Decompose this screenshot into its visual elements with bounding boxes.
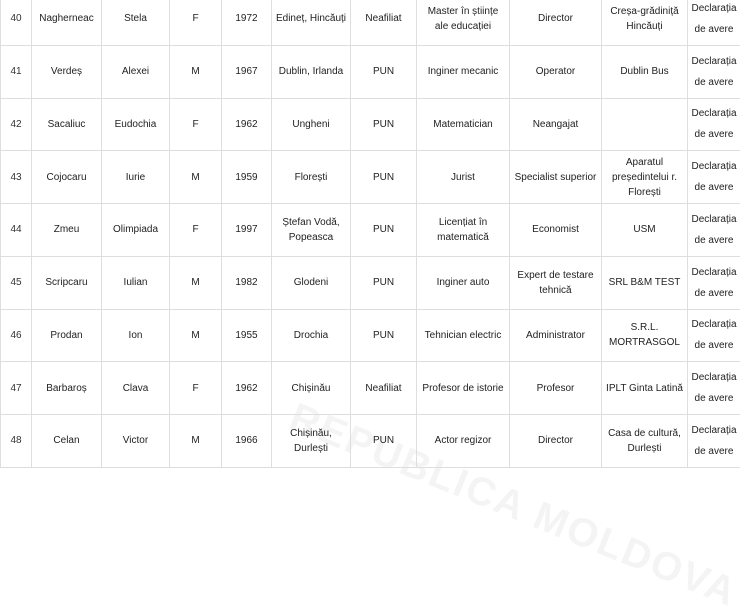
cell-nume: Prodan (32, 309, 102, 362)
cell-sex: F (170, 0, 222, 45)
cell-functie: Specialist superior (510, 151, 602, 204)
cell-sex: F (170, 204, 222, 257)
cell-partid: Neafiliat (351, 362, 417, 415)
cell-prenume: Eudochia (102, 98, 170, 151)
cell-domiciliu: Chișinău (272, 362, 351, 415)
table-row (1, 0, 740, 45)
cell-sex: M (170, 256, 222, 309)
cell-declaratia[interactable] (688, 98, 740, 151)
cell-functie: Director (510, 415, 602, 468)
cell-nume: Verdeș (32, 45, 102, 98)
cell-an: 1966 (222, 415, 272, 468)
cell-loc-munca: SRL B&M TEST (602, 256, 688, 309)
cell-an: 1959 (222, 151, 272, 204)
cell-nume: Zmeu (32, 204, 102, 257)
cell-domiciliu: Drochia (272, 309, 351, 362)
cell-sex: F (170, 362, 222, 415)
cell-declaratia[interactable] (688, 256, 740, 309)
cell-an: 1967 (222, 45, 272, 98)
declaration-link[interactable]: Declarația de avere (691, 209, 737, 251)
declaration-link[interactable]: Declarația de avere (691, 314, 737, 356)
cell-declaratia[interactable] (688, 151, 740, 204)
cell-nr: 48 (1, 415, 32, 468)
cell-nume: Nagherneac (32, 0, 102, 45)
cell-declaratia[interactable] (688, 204, 740, 257)
cell-an: 1972 (222, 0, 272, 45)
cell-loc-munca: Aparatul președintelui r. Florești (602, 151, 688, 204)
cell-nr: 41 (1, 45, 32, 98)
cell-studii: Master în științe ale educației (417, 0, 510, 45)
cell-declaratia[interactable] (688, 309, 740, 362)
cell-nume: Sacaliuc (32, 98, 102, 151)
cell-nume: Cojocaru (32, 151, 102, 204)
cell-domiciliu: Chișinău, Durlești (272, 415, 351, 468)
declaration-link[interactable]: Declarația de avere (691, 367, 737, 409)
table-row (1, 415, 740, 468)
cell-domiciliu: Edineț, Hincăuți (272, 0, 351, 45)
cell-loc-munca: Casa de cultură, Durlești (602, 415, 688, 468)
cell-functie: Operator (510, 45, 602, 98)
cell-functie: Neangajat (510, 98, 602, 151)
cell-studii: Inginer mecanic (417, 45, 510, 98)
table-row (1, 98, 740, 151)
table-row (1, 45, 740, 98)
cell-an: 1982 (222, 256, 272, 309)
cell-declaratia[interactable] (688, 45, 740, 98)
cell-prenume: Iurie (102, 151, 170, 204)
cell-studii: Matematician (417, 98, 510, 151)
cell-sex: F (170, 98, 222, 151)
cell-partid: Neafiliat (351, 0, 417, 45)
cell-nr: 46 (1, 309, 32, 362)
cell-studii: Licențiat în matematică (417, 204, 510, 257)
cell-nr: 47 (1, 362, 32, 415)
cell-declaratia[interactable] (688, 0, 740, 45)
declaration-link[interactable]: Declarația de avere (691, 103, 737, 145)
cell-studii: Inginer auto (417, 256, 510, 309)
cell-nr: 40 (1, 0, 32, 45)
cell-prenume: Olimpiada (102, 204, 170, 257)
cell-declaratia[interactable] (688, 362, 740, 415)
cell-prenume: Alexei (102, 45, 170, 98)
cell-an: 1997 (222, 204, 272, 257)
declaration-link[interactable]: Declarația de avere (691, 262, 737, 304)
cell-sex: M (170, 151, 222, 204)
cell-prenume: Ion (102, 309, 170, 362)
cell-prenume: Iulian (102, 256, 170, 309)
cell-functie: Expert de testare tehnică (510, 256, 602, 309)
cell-studii: Actor regizor (417, 415, 510, 468)
cell-studii: Jurist (417, 151, 510, 204)
cell-partid: PUN (351, 45, 417, 98)
cell-prenume: Victor (102, 415, 170, 468)
table-row (1, 256, 740, 309)
declaration-link[interactable]: Declarația de avere (691, 0, 737, 40)
cell-domiciliu: Ștefan Vodă, Popeasca (272, 204, 351, 257)
cell-nume: Barbaroș (32, 362, 102, 415)
declaration-link[interactable]: Declarația de avere (691, 156, 737, 198)
declaration-link[interactable]: Declarația de avere (691, 420, 737, 462)
cell-loc-munca: Creșa-grădiniță Hincăuți (602, 0, 688, 45)
cell-partid: PUN (351, 204, 417, 257)
cell-declaratia[interactable] (688, 415, 740, 468)
cell-nume: Celan (32, 415, 102, 468)
cell-studii: Tehnician electric (417, 309, 510, 362)
cell-sex: M (170, 45, 222, 98)
cell-loc-munca: S.R.L. MORTRASGOL (602, 309, 688, 362)
cell-studii: Profesor de istorie (417, 362, 510, 415)
cell-domiciliu: Glodeni (272, 256, 351, 309)
cell-prenume: Clava (102, 362, 170, 415)
cell-an: 1955 (222, 309, 272, 362)
cell-domiciliu: Dublin, Irlanda (272, 45, 351, 98)
cell-partid: PUN (351, 256, 417, 309)
cell-functie: Director (510, 0, 602, 45)
cell-loc-munca (602, 98, 688, 151)
cell-partid: PUN (351, 309, 417, 362)
cell-domiciliu: Ungheni (272, 98, 351, 151)
table-row (1, 309, 740, 362)
cell-nr: 42 (1, 98, 32, 151)
cell-functie: Profesor (510, 362, 602, 415)
cell-sex: M (170, 309, 222, 362)
cell-an: 1962 (222, 98, 272, 151)
cell-nr: 45 (1, 256, 32, 309)
cell-prenume: Stela (102, 0, 170, 45)
cell-nr: 43 (1, 151, 32, 204)
cell-an: 1962 (222, 362, 272, 415)
table-row (1, 204, 740, 257)
cell-partid: PUN (351, 151, 417, 204)
declaration-link[interactable]: Declarația de avere (691, 51, 737, 93)
cell-functie: Economist (510, 204, 602, 257)
table-row (1, 151, 740, 204)
cell-partid: PUN (351, 98, 417, 151)
cell-domiciliu: Florești (272, 151, 351, 204)
table-row (1, 362, 740, 415)
cell-nume: Scripcaru (32, 256, 102, 309)
cell-nr: 44 (1, 204, 32, 257)
cell-loc-munca: IPLT Ginta Latină (602, 362, 688, 415)
cell-partid: PUN (351, 415, 417, 468)
cell-sex: M (170, 415, 222, 468)
cell-loc-munca: Dublin Bus (602, 45, 688, 98)
cell-loc-munca: USM (602, 204, 688, 257)
cell-functie: Administrator (510, 309, 602, 362)
